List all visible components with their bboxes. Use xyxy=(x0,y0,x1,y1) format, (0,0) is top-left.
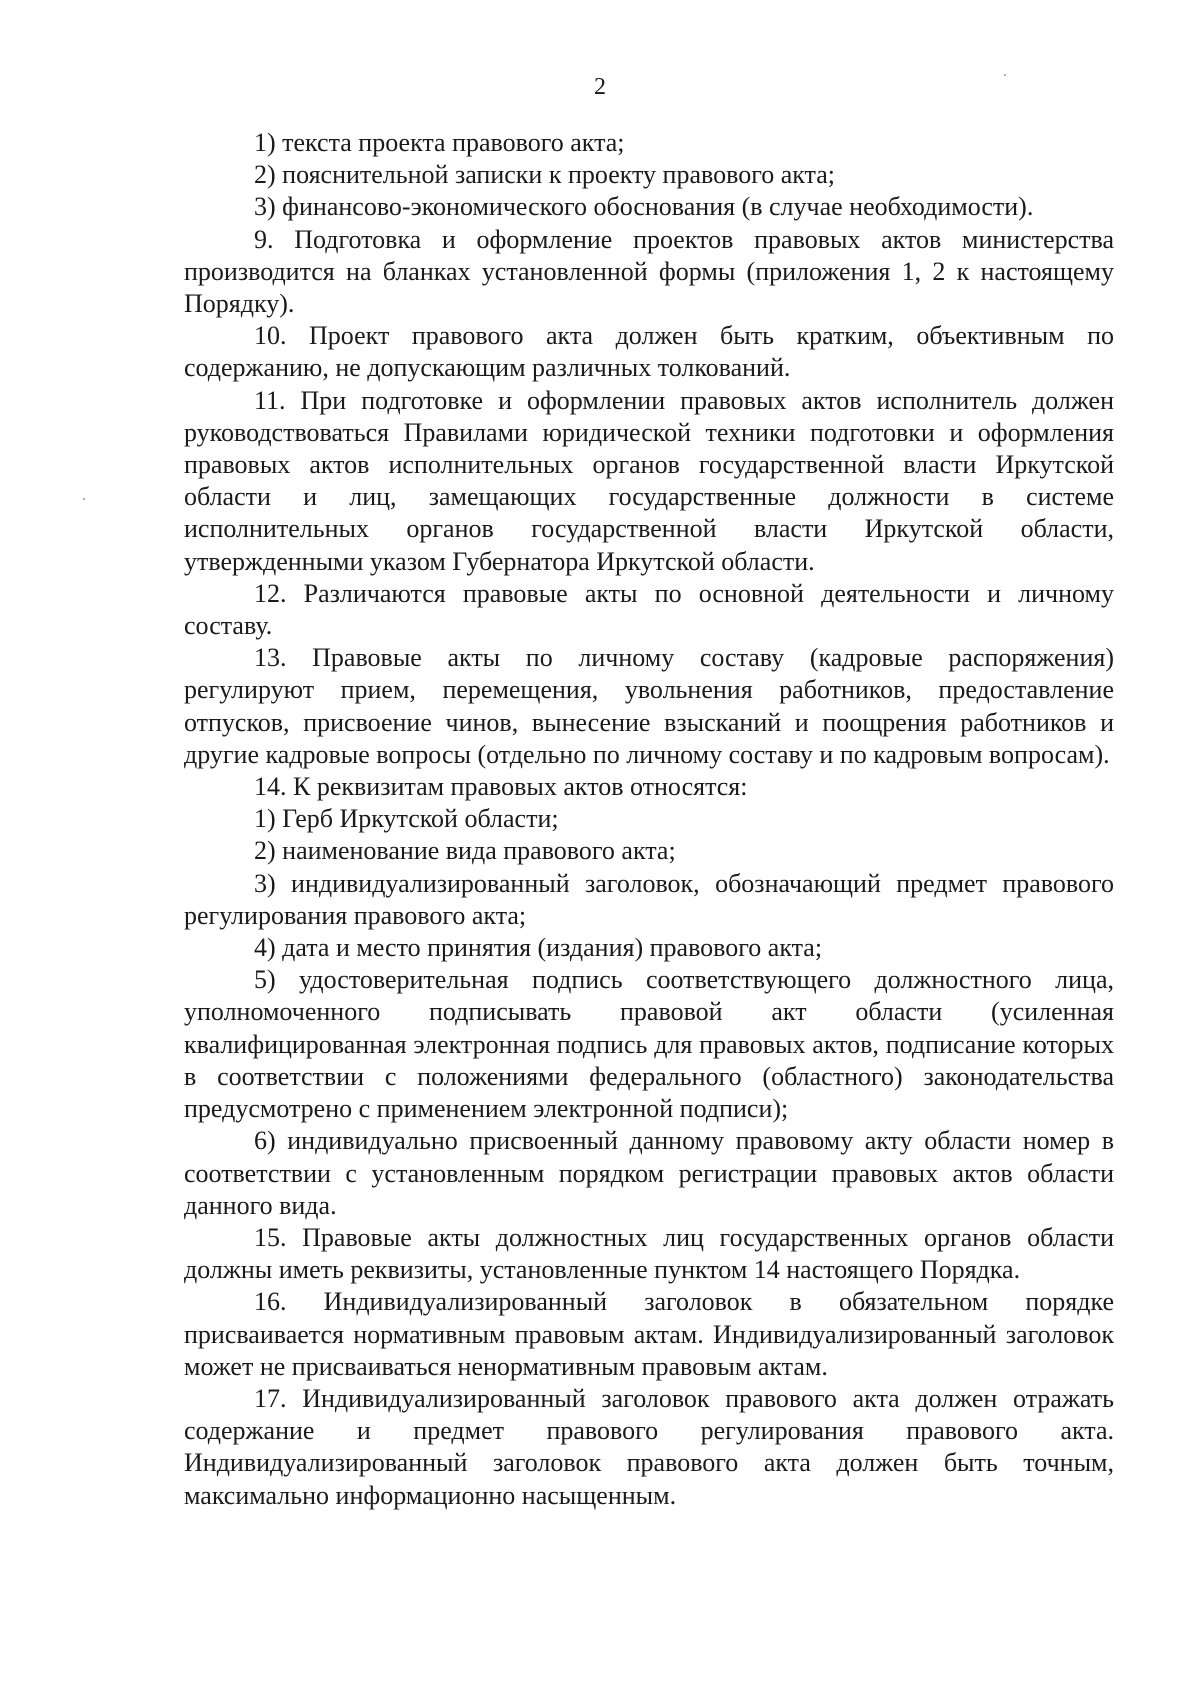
paragraph: 3) финансово-экономического обоснования (в случае необходимости). xyxy=(254,192,1034,222)
paragraph: 3) индивидуализированный заголовок, обозначающий предмет правового регулирования правового акта; xyxy=(184,868,1114,930)
scan-speck xyxy=(1004,74,1006,76)
paragraph: 6) индивидуально присвоенный данному правовому акту области номер в соответствии с установленным порядком регистрации правовых актов области данного вида. xyxy=(184,1126,1114,1220)
scan-speck xyxy=(83,498,85,500)
paragraph: 14. К реквизитам правовых актов относятся: xyxy=(254,772,748,802)
paragraph: 10. Проект правового акта должен быть кратким, объективным по содержанию, не допускающим различных толкований. xyxy=(184,321,1114,383)
paragraph: 16. Индивидуализированный заголовок в обязательном порядке присваивается нормативным правовым актам. Индивидуализированный заголовок может не присваиваться ненормативным правовым актам. xyxy=(184,1287,1114,1381)
paragraph: 12. Различаются правовые акты по основной деятельности и личному составу. xyxy=(184,578,1114,641)
paragraph: 2) наименование вида правового акта; xyxy=(254,836,676,866)
paragraph: 13. Правовые акты по личному составу (кадровые распоряжения) регулируют прием, перемещения, увольнения работников, предоставление отпусков, присвоение чинов, вынесение взысканий и поощрения работников и другие кадровые вопросы (отдельно по личному составу и по кадровым вопросам). xyxy=(184,643,1114,769)
paragraph: 4) дата и место принятия (издания) правового акта; xyxy=(254,933,823,963)
paragraph: 17. Индивидуализированный заголовок правового акта должен отражать содержание и предмет правового регулирования правового акта. Индивидуализированный заголовок правового акта должен быть точным, максимально информационно насыщенным. xyxy=(184,1383,1114,1510)
paragraph: 2) пояснительной записки к проекту правового акта; xyxy=(254,160,836,190)
paragraph: 15. Правовые акты должностных лиц государственных органов области должны иметь реквизиты, установленные пунктом 14 настоящего Порядка. xyxy=(184,1222,1114,1285)
document-body xyxy=(184,127,1114,1512)
paragraph: 5) удостоверительная подпись соответствующего должностного лица, уполномоченного подписывать правовой акт области (усиленная квалифицированная электронная подпись для правовых актов, подписание которых в соответствии с положениями федерального (областного) законодательства предусмотрено с применением электронной подписи); xyxy=(184,965,1114,1124)
page-number: 2 xyxy=(594,74,606,100)
paragraph: 1) текста проекта правового акта; xyxy=(254,128,625,157)
paragraph: 1) Герб Иркутской области; xyxy=(254,804,559,834)
paragraph: 9. Подготовка и оформление проектов правовых актов министерства производится на бланках установленной формы (приложения 1, 2 к настоящему Порядку). xyxy=(184,224,1114,319)
paragraph: 11. При подготовке и оформлении правовых актов исполнитель должен руководствоваться Правилами юридической техники подготовки и оформления правовых актов исполнительных органов государственной власти Иркутской области и лиц, замещающих государственные должности в системе исполнительных органов государственной власти Иркутской области, утвержденными указом Губернатора Иркутской области. xyxy=(184,385,1114,576)
